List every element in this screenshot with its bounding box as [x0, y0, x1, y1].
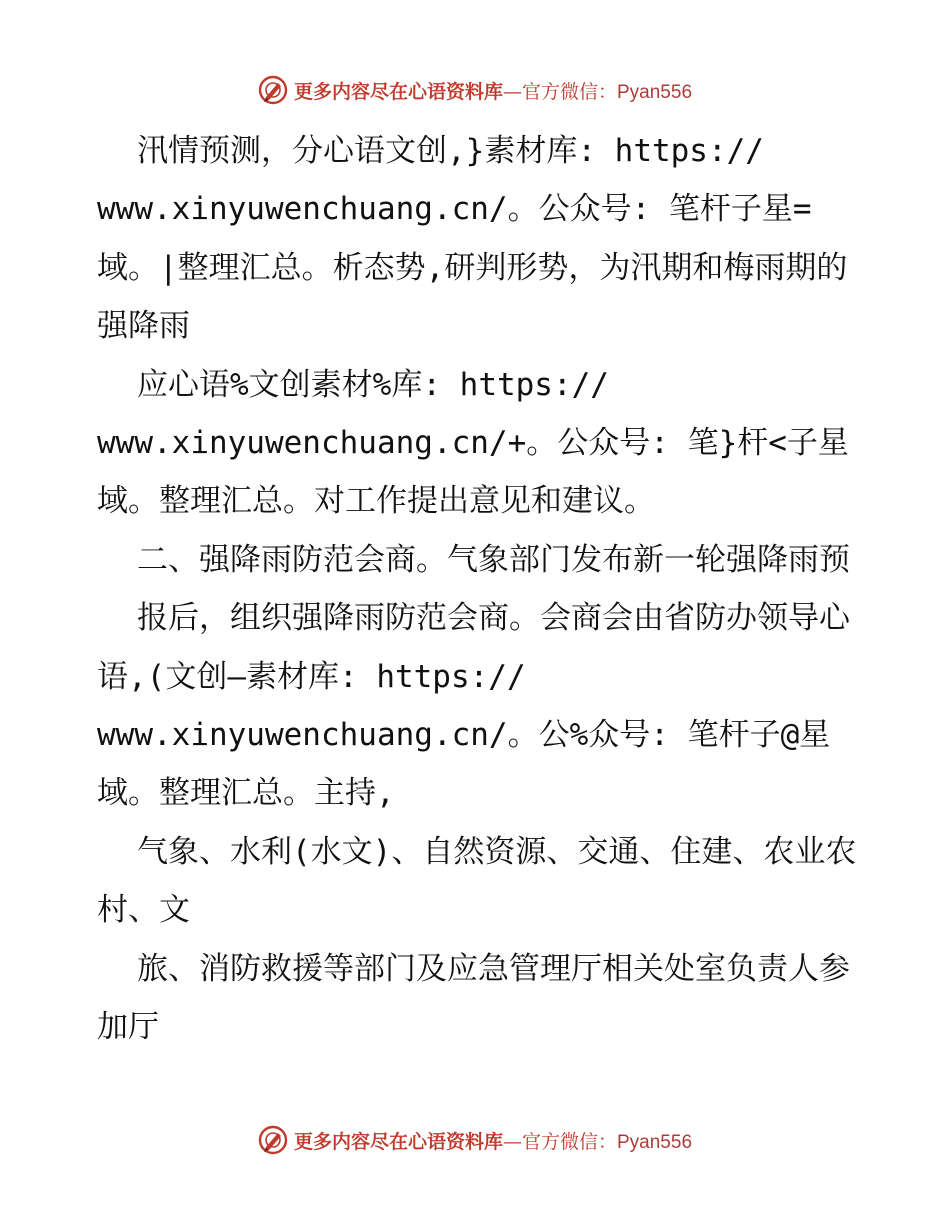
paragraph: 汛情预测，分心语文创,}素材库: https://	[137, 133, 764, 169]
paragraph: 应心语%文创素材%库: https://	[137, 366, 609, 403]
pen-logo-icon	[258, 1125, 288, 1155]
header-banner-text: 更多内容尽在心语资料库—官方微信：Pyan556	[293, 80, 693, 103]
paragraph: www.xinyuwenchuang.cn/。公众号: 笔杆子星=	[97, 191, 812, 228]
paragraph: 域。整理汇总。主持,	[97, 775, 395, 812]
document-body	[97, 122, 857, 1057]
paragraph: 旅、消防救援等部门及应急管理厅相关处室负责人参加厅	[97, 950, 850, 1046]
paragraph: 气象、水利(水文)、自然资源、交通、住建、农业农村、文	[97, 833, 857, 929]
footer-banner-text: 更多内容尽在心语资料库—官方微信：Pyan556	[293, 1130, 693, 1153]
paragraph: www.xinyuwenchuang.cn/+。公众号: 笔}杆<子星	[97, 425, 849, 462]
paragraph: 报后，组织强降雨防范会商。会商会由省防办领导心语,(文创—素材库: https://	[97, 600, 850, 695]
pen-logo-icon	[258, 75, 288, 105]
section-heading-paragraph: 二、强降雨防范会商。气象部门发布新一轮强降雨预	[137, 541, 850, 578]
paragraph: 域。整理汇总。对工作提出意见和建议。	[97, 483, 655, 520]
footer-banner	[0, 1120, 950, 1160]
header-banner	[0, 70, 950, 110]
paragraph: www.xinyuwenchuang.cn/。公%众号: 笔杆子@星	[97, 717, 831, 754]
paragraph: 域。|整理汇总。析态势,研判形势，为汛期和梅雨期的强降雨	[97, 249, 848, 345]
